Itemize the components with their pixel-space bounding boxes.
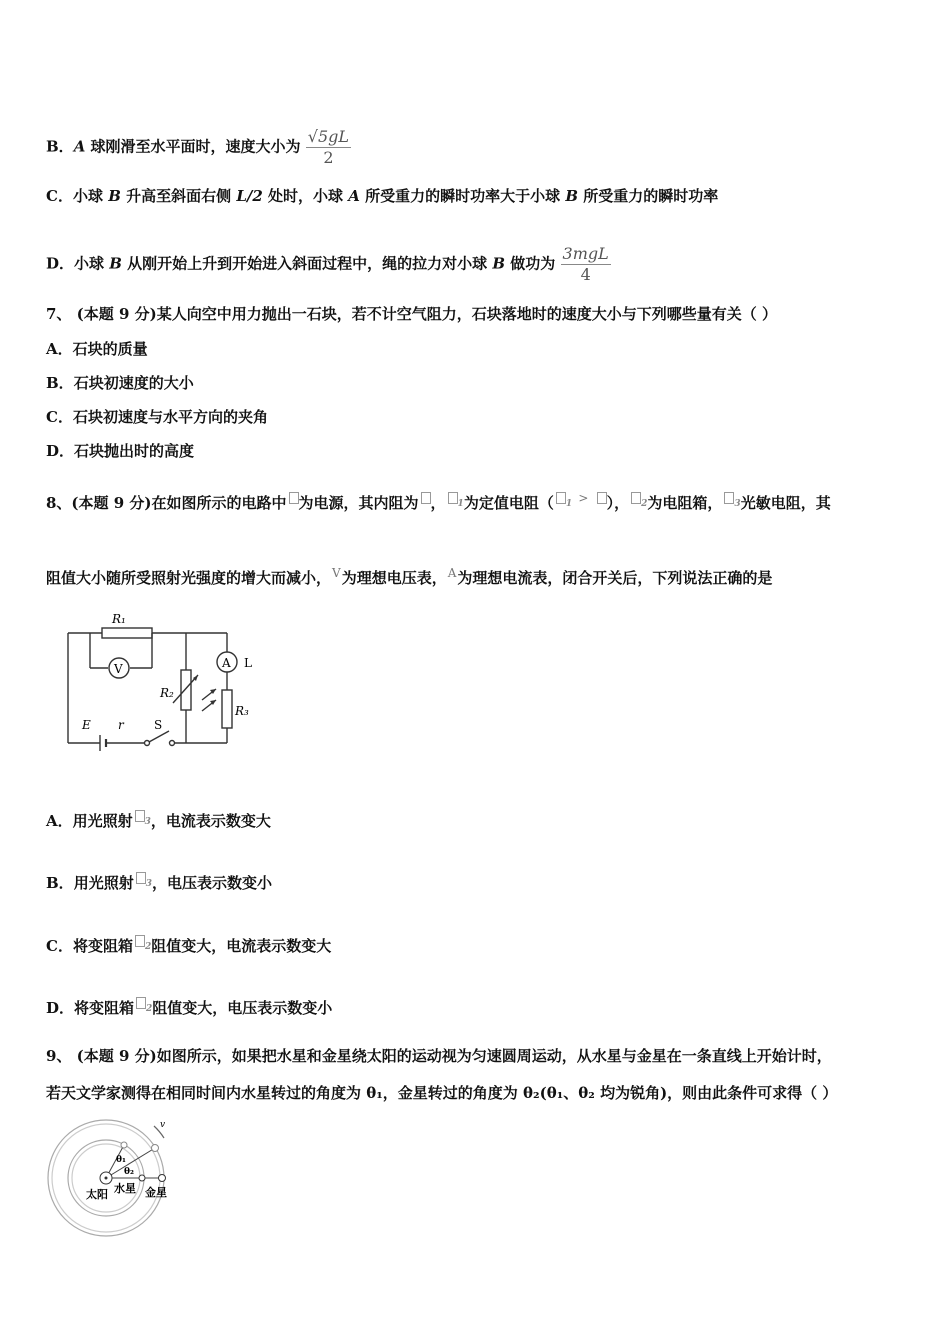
missing-symbol-r [421,492,431,504]
missing-symbol-r2 [136,997,146,1009]
q7-option-d: D．石块抛出时的高度 [46,442,195,460]
q7-option-c: C．石块初速度与水平方向的夹角 [46,408,268,426]
label-a: A [222,656,231,670]
label-mercury: 水星 [114,1182,136,1195]
q9-stem-line1: 9、 (本题 9 分)如图所示，如果把水星和金星绕太阳的运动视为匀速圆周运动，从水星与金星在一条直线上开始计时， [46,1047,832,1065]
q6-option-d: D．小球 B 从刚开始上升到开始进入斜面过程中，绳的拉力对小球 B 做功为 $\frac{\text{3mgL}}{4}$ [46,244,609,284]
label-r3: R₃ [235,704,249,718]
photoresistor-r3 [222,690,232,728]
q8-stem-line1: 8、(本题 9 分)在如图所示的电路中 为电源，其内阻为 ， $^1$为定值电阻（ $^1$ > ）， $^2$为电阻箱， $^3$光敏电阻，其 [46,491,831,512]
missing-symbol-r1 [448,492,458,504]
label-sun: 太阳 [86,1188,108,1201]
mercury-icon [139,1175,145,1181]
label-theta2: θ₂ [124,1167,134,1177]
label-e: E [82,718,91,732]
q8-option-a: A．用光照射 $^3$，电流表示数变大 [46,812,271,830]
q7-option-a: A．石块的质量 [46,340,148,358]
missing-symbol-r3 [724,492,734,504]
q8-circuit-diagram [62,605,262,755]
q8-option-b: B．用光照射 $^3$，电压表示数变小 [46,874,272,892]
q8-option-d: D．将变阻箱 $^2$阻值变大，电压表示数变小 [46,999,333,1017]
missing-symbol-r1-compare [556,492,566,504]
label-theta1: θ₁ [116,1155,126,1165]
label-venus: 金星 [145,1186,167,1199]
q9-orbit-diagram [44,1118,194,1240]
q6-option-b: B．A 球刚滑至水平面时，速度大小为 $\frac{√5gL}{2}$ [46,127,350,167]
voltmeter-symbol: V [332,566,341,580]
q8-option-c: C．将变阻箱 $^2$阻值变大，电流表示数变大 [46,937,332,955]
missing-symbol-r-compare [597,492,607,504]
resistor-box-r2 [181,670,191,710]
fraction-3mgl-over-4: $\frac{\text{3mgL}}{4}$ [562,244,609,284]
label-v: v [160,1120,166,1130]
missing-symbol-r3 [136,872,146,884]
missing-symbol-r2 [135,935,145,947]
label-r2: R₂ [160,686,174,700]
venus-icon [159,1175,166,1182]
fraction-sqrt5gl-over-2: $\frac{√5gL}{2}$ [307,127,350,167]
ammeter-symbol: A [447,566,457,580]
q9-stem-line2: 若天文学家测得在相同时间内水星转过的角度为 θ₁，金星转过的角度为 θ₂(θ₁、θ₂ 均为锐角)，则由此条件可求得（ ） [46,1084,838,1102]
label-l: L [244,656,252,670]
q7-option-b: B．石块初速度的大小 [46,374,194,392]
label-r: r [118,718,124,732]
q6-option-c: C．小球 B 升高至斜面右侧 L/2 处时，小球 A 所受重力的瞬时功率大于小球 B 所受重力的瞬时功率 [46,187,719,205]
q8-stem-line2: 阻值大小随所受照射光强度的增大而减小，V为理想电压表，A为理想电流表，闭合开关后，下列说法正确的是 [46,563,772,588]
missing-symbol-e [289,492,299,504]
label-v: V [114,662,123,676]
label-s: S [154,718,163,732]
missing-symbol-r2 [631,492,641,504]
q7-stem: 7、 (本题 9 分)某人向空中用力抛出一石块，若不计空气阻力，石块落地时的速度大小与下列哪些量有关（ ） [46,305,777,323]
missing-symbol-r3 [135,810,145,822]
label-r1: R₁ [112,612,126,626]
resistor-r1 [102,628,152,638]
